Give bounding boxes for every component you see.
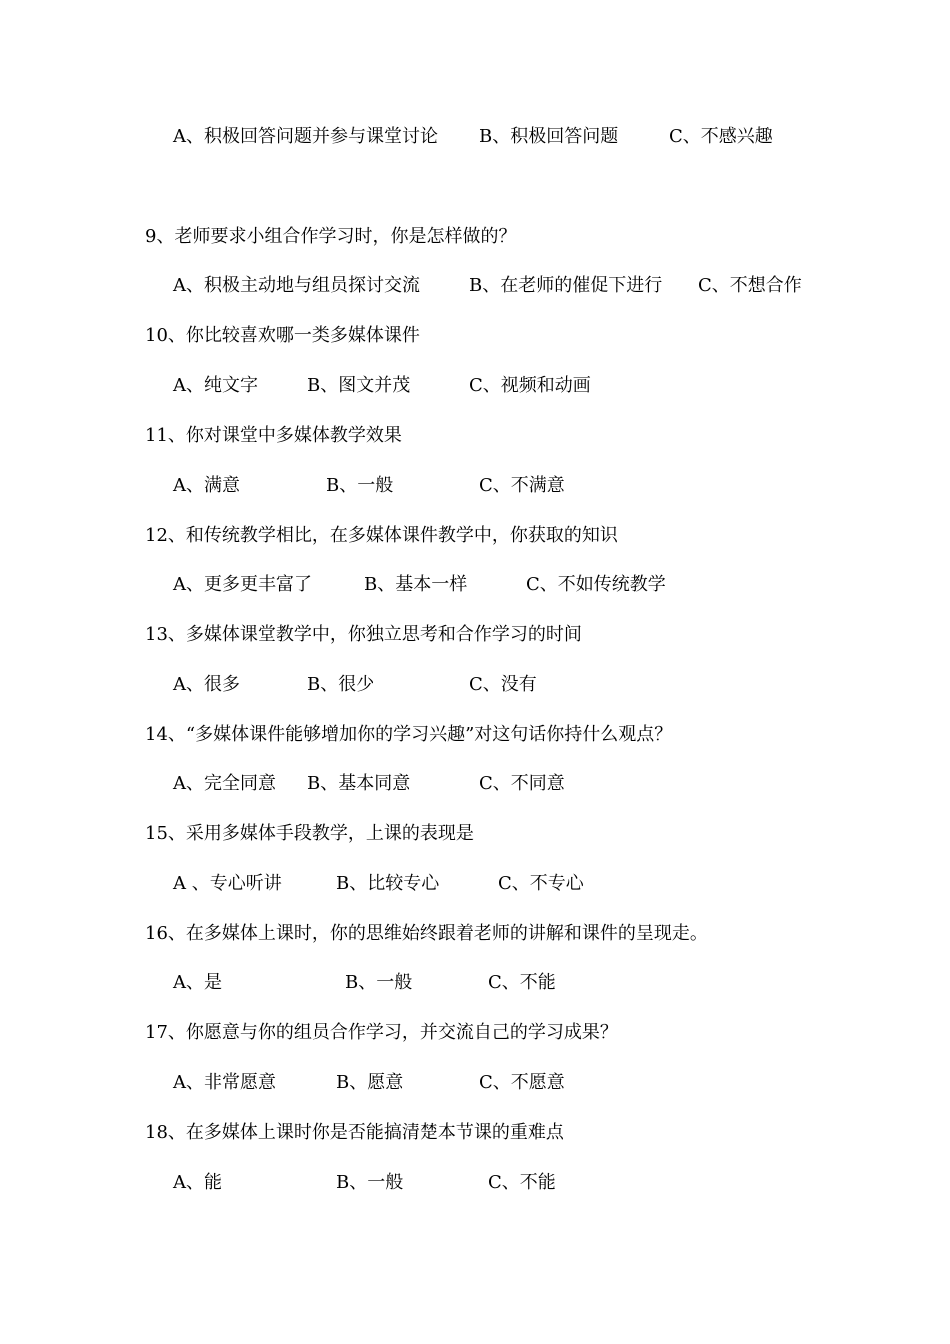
q8-option-b: B、积极回答问题	[479, 126, 619, 147]
q9-option-a: A、积极主动地与组员探讨交流	[173, 275, 420, 296]
question-11: 11、你对课堂中多媒体教学效果	[145, 425, 402, 446]
q10-option-b: B、图文并茂	[307, 375, 411, 396]
q11-option-c: C、不满意	[479, 475, 565, 496]
question-16: 16、在多媒体上课时，你的思维始终跟着老师的讲解和课件的呈现走。	[145, 923, 708, 944]
q14-option-c: C、不同意	[479, 773, 565, 794]
q13-option-a: A、很多	[173, 674, 240, 695]
q17-option-a: A、非常愿意	[173, 1072, 276, 1093]
question-12: 12、和传统教学相比，在多媒体课件教学中，你获取的知识	[145, 525, 618, 546]
q14-option-b: B、基本同意	[307, 773, 411, 794]
q12-option-a: A、更多更丰富了	[173, 574, 312, 595]
question-15: 15、采用多媒体手段教学，上课的表现是	[145, 823, 474, 844]
question-13: 13、多媒体课堂教学中，你独立思考和合作学习的时间	[145, 624, 582, 645]
question-17: 17、你愿意与你的组员合作学习，并交流自己的学习成果？	[145, 1022, 618, 1043]
q18-option-a: A、能	[173, 1172, 222, 1193]
q10-option-c: C、视频和动画	[469, 375, 591, 396]
q15-option-a: A 、专心听讲	[173, 873, 282, 894]
q8-option-a: A、积极回答问题并参与课堂讨论	[173, 126, 438, 147]
q15-option-b: B、比较专心	[336, 873, 440, 894]
q17-option-b: B、愿意	[336, 1072, 404, 1093]
q15-option-c: C、不专心	[498, 873, 584, 894]
q11-option-b: B、一般	[326, 475, 394, 496]
question-18: 18、在多媒体上课时你是否能搞清楚本节课的重难点	[145, 1122, 564, 1143]
q12-option-c: C、不如传统教学	[526, 574, 666, 595]
q16-option-a: A、是	[173, 972, 222, 993]
q12-option-b: B、基本一样	[364, 574, 468, 595]
q8-option-c: C、不感兴趣	[669, 126, 773, 147]
q17-option-c: C、不愿意	[479, 1072, 565, 1093]
q16-option-c: C、不能	[488, 972, 556, 993]
q11-option-a: A、满意	[173, 475, 240, 496]
q18-option-b: B、一般	[336, 1172, 404, 1193]
question-10: 10、你比较喜欢哪一类多媒体课件	[145, 325, 420, 346]
q9-option-c: C、不想合作	[698, 275, 802, 296]
question-14: 14、“多媒体课件能够增加你的学习兴趣”对这句话你持什么观点？	[145, 724, 673, 745]
q9-option-b: B、在老师的催促下进行	[469, 275, 663, 296]
q13-option-b: B、很少	[307, 674, 375, 695]
q13-option-c: C、没有	[469, 674, 537, 695]
q16-option-b: B、一般	[345, 972, 413, 993]
question-9: 9、老师要求小组合作学习时，你是怎样做的？	[145, 226, 517, 247]
q18-option-c: C、不能	[488, 1172, 556, 1193]
q10-option-a: A、纯文字	[173, 375, 258, 396]
q14-option-a: A、完全同意	[173, 773, 276, 794]
